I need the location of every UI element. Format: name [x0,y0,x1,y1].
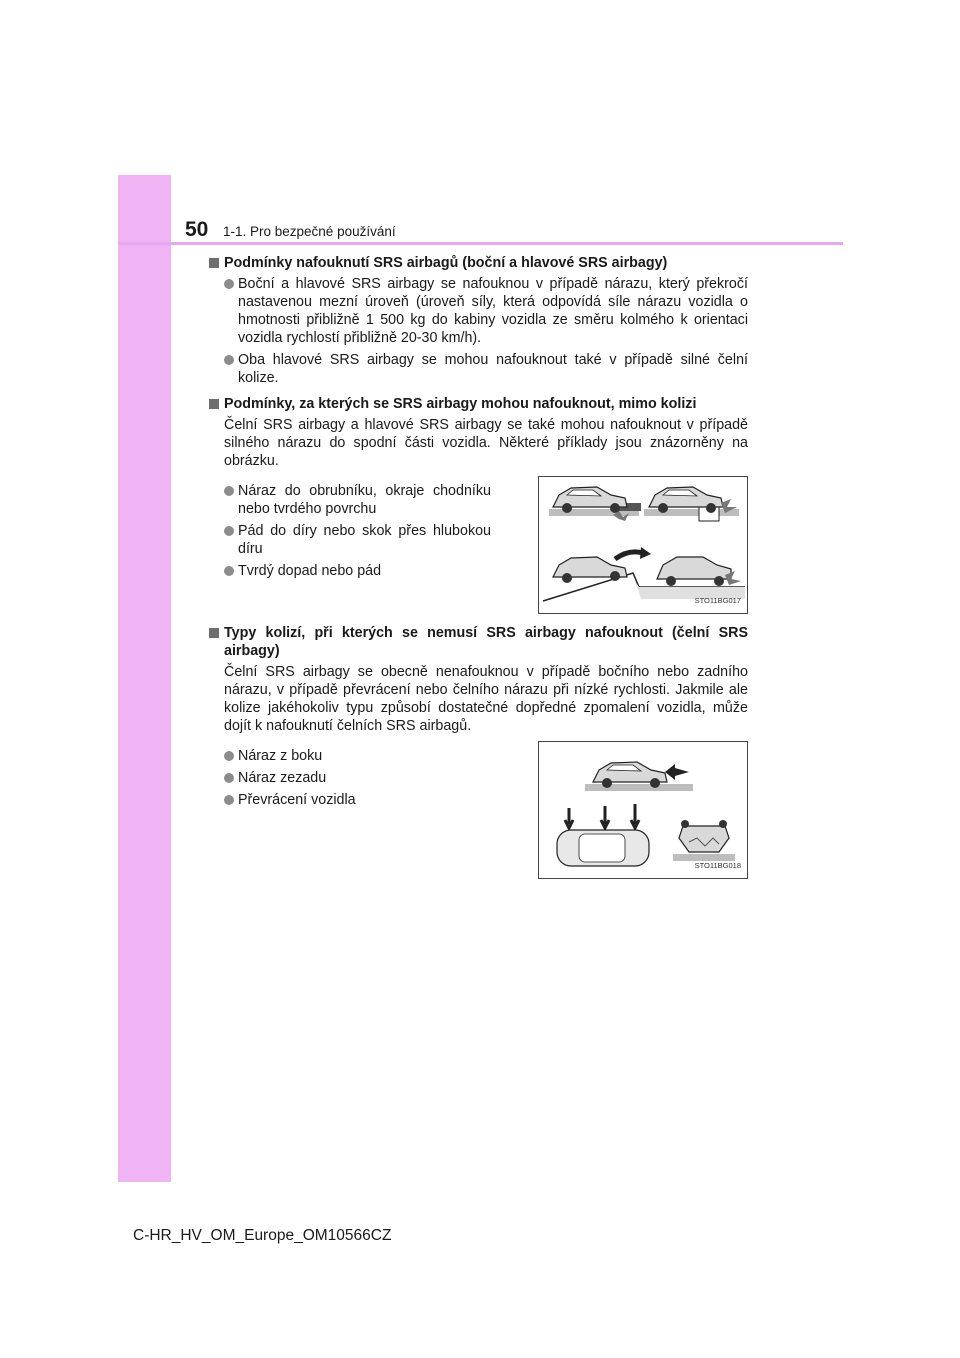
bullet-column [208,476,491,584]
list-item: Oba hlavové SRS airbagy se mohou nafouknout také v případě silné čelní kolize. [224,351,748,387]
figure-collision-types [538,741,748,879]
list-item: Boční a hlavové SRS airbagy se nafouknou v případě nárazu, který překročí nastavenou mezní úroveň (úroveň síly, která odpovídá síle nárazu vozidla o hmotnosti přibližně 1 500 kg do kabiny vozidla ze směru kolmého k orientaci vozidla rychlostí přibližně 20-30 km/h). [224,275,748,347]
list-item: Tvrdý dopad nebo pád [224,562,491,580]
bullet-dot-icon [224,795,234,805]
figure-underbody-impact [538,476,748,614]
figure-row [208,741,748,879]
paragraph: Čelní SRS airbagy se obecně nenafouknou v případě bočního nebo zadního nárazu, v případě převrácení nebo čelního nárazu při nízké rychlosti. Jakmile ale kolize jakéhokoliv typu způsobí dostatečné dopředné zpomalení vozidla, může dojít k nafouknutí čelních SRS airbagů. [224,664,748,734]
paragraph: Čelní SRS airbagy a hlavové SRS airbagy se také mohou nafouknout v případě silného nárazu do spodní části vozidla. Některé příklady jsou znázorněny na obrázku. [224,417,748,469]
list-item: Pád do díry nebo skok přes hlubokou díru [224,522,491,558]
list-item: Náraz zezadu [224,769,491,787]
square-bullet-icon [209,399,219,409]
bullet-dot-icon [224,773,234,783]
bullet-dot-icon [224,355,234,365]
bullet-dot-icon [224,486,234,496]
page-number: 50 [185,218,209,241]
bullet-dot-icon [224,526,234,536]
list-item: Převrácení vozidla [224,791,491,809]
bullet-dot-icon [224,566,234,576]
figure-id: STO11BG018 [694,861,741,870]
footer-doc-id: C-HR_HV_OM_Europe_OM10566CZ [133,1227,392,1244]
bullet-dot-icon [224,751,234,761]
bullet-dot-icon [224,279,234,289]
square-bullet-icon [209,258,219,268]
heading-no-deploy: Typy kolizí, při kterých se nemusí SRS airbagy nafouknout (čelní SRS airbagy) [208,624,748,660]
header-rule [118,242,843,245]
heading-side-head-airbags: Podmínky nafouknutí SRS airbagů (boční a hlavové SRS airbagy) [208,254,748,272]
list-item: Náraz do obrubníku, okraje chodníku nebo tvrdého povrchu [224,482,491,518]
square-bullet-icon [209,628,219,638]
figure-id: STO11BG017 [694,596,741,605]
section-title: 1-1. Pro bezpečné používání [223,224,396,239]
list-item: Náraz z boku [224,747,491,765]
figure-row [208,476,748,614]
bullet-column [208,741,491,813]
content [208,254,748,879]
side-tab [118,175,171,1182]
heading-non-collision: Podmínky, za kterých se SRS airbagy mohou nafouknout, mimo kolizi [208,395,748,413]
